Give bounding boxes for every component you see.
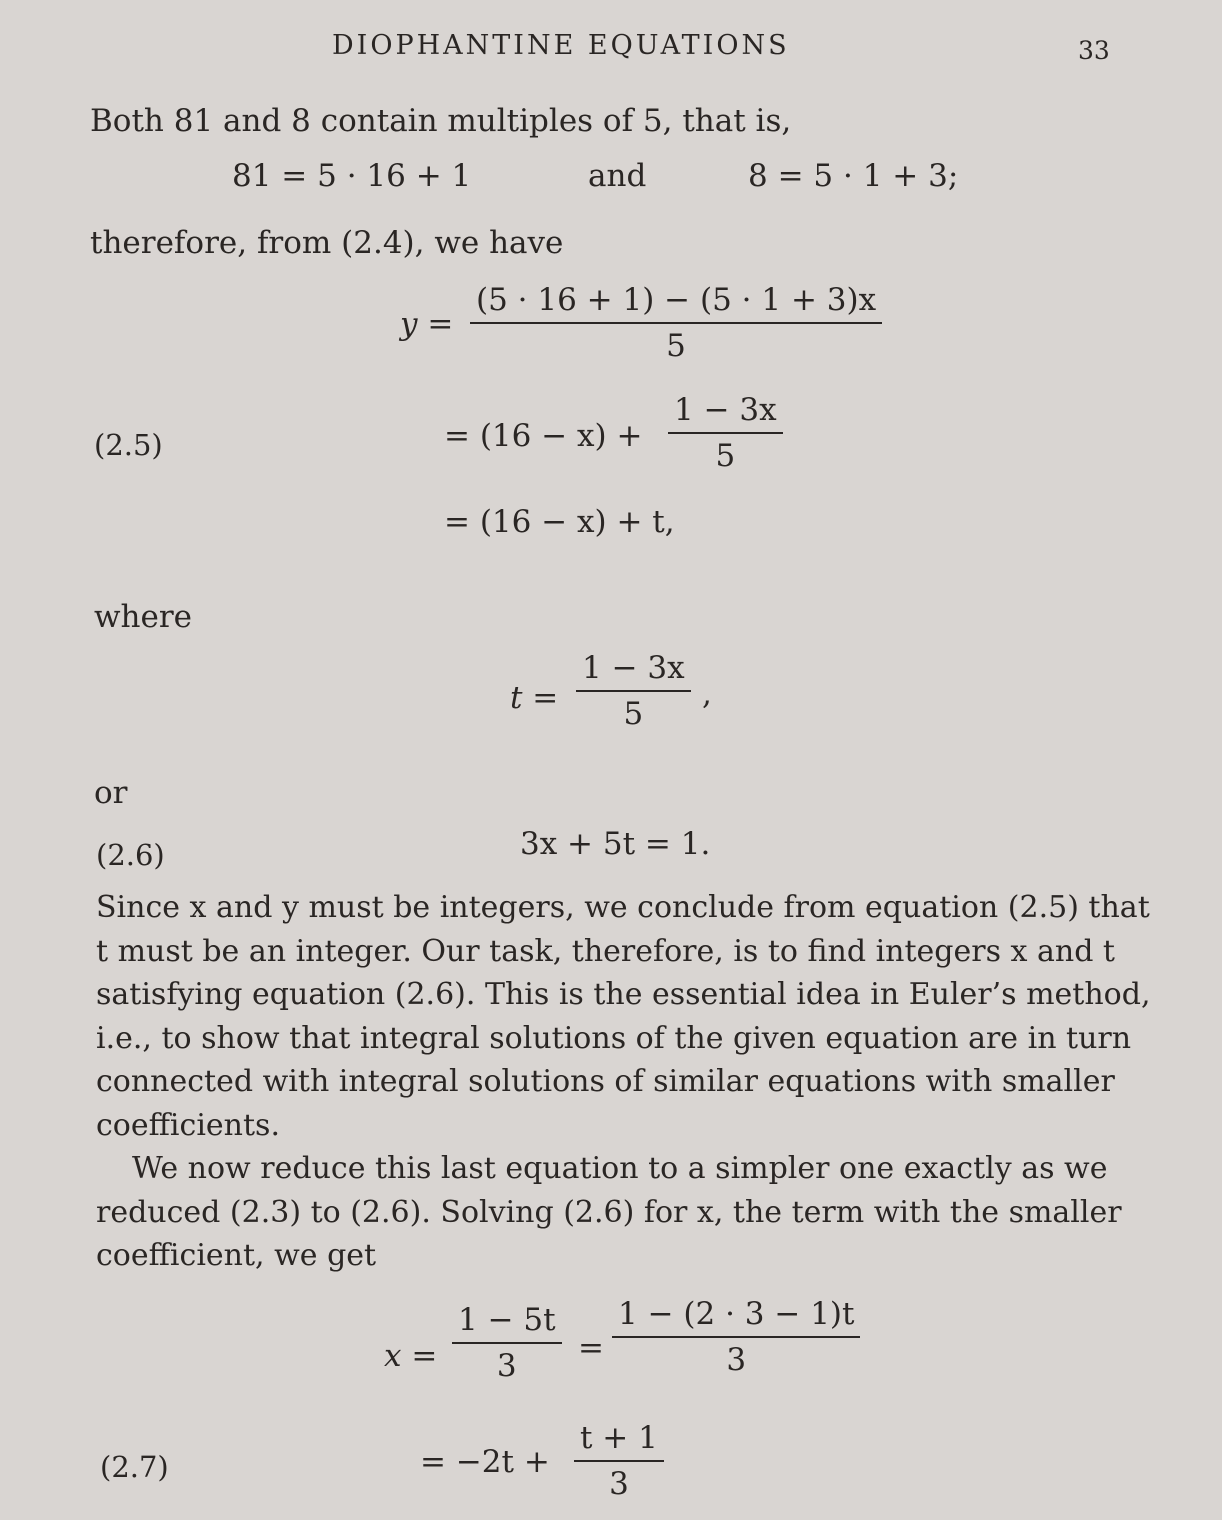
x-equals: =	[578, 1330, 604, 1366]
eq25-continued: = (16 − x) + t,	[444, 504, 675, 540]
x-numerator-1: 1 − 5t	[452, 1298, 562, 1344]
text-line: Both 81 and 8 contain multiples of 5, that is,	[90, 103, 792, 139]
equation-81: 81 = 5 · 16 + 1	[232, 158, 472, 194]
eq27-denominator: 3	[609, 1466, 629, 1502]
x-lhs: x =	[384, 1338, 438, 1374]
eq25-prefix: = (16 − x) +	[444, 418, 643, 454]
x-numerator-2: 1 − (2 · 3 − 1)t	[612, 1292, 860, 1338]
equation-label-2-7: (2.7)	[100, 1450, 169, 1484]
y-fraction	[470, 278, 882, 368]
x-denominator-2: 3	[726, 1342, 747, 1378]
eq27-fraction	[574, 1416, 664, 1506]
text-line: therefore, from (2.4), we have	[90, 225, 564, 261]
paragraph: We now reduce this last equation to a simpler one exactly as we reduced (2.3) to (2.6). Solving (2.6) for x, the term with the smaller coefficient, we get	[96, 1151, 1122, 1273]
x-fraction-2	[612, 1292, 860, 1382]
y-denominator: 5	[666, 328, 686, 364]
x-denominator-1: 3	[496, 1348, 517, 1384]
y-lhs: y =	[400, 306, 454, 342]
eq27-prefix: = −2t +	[420, 1444, 550, 1480]
page-number: 33	[1078, 36, 1110, 65]
body-text	[96, 886, 1156, 1278]
text-or: or	[94, 775, 128, 811]
y-numerator: (5 · 16 + 1) − (5 · 1 + 3)x	[470, 278, 882, 324]
eq25-numerator: 1 − 3x	[668, 388, 783, 434]
t-numerator: 1 − 3x	[576, 646, 691, 692]
x-fraction-1	[452, 1298, 562, 1388]
eq27-numerator: t + 1	[574, 1416, 664, 1462]
eq25-denominator: 5	[715, 438, 736, 474]
text-where: where	[94, 599, 193, 635]
equation-8: 8 = 5 · 1 + 3;	[748, 158, 959, 194]
paragraph: Since x and y must be integers, we conclude from equation (2.5) that t must be an integer. Our task, therefore, is to find integers x and t satisfying equation (2.6). This is the essential idea in Euler’s method, i.e., to show that integral solutions of the given equation are in turn connected with integral solutions of similar equations with smaller coefficients.	[96, 890, 1151, 1143]
running-header: DIOPHANTINE EQUATIONS	[332, 30, 790, 61]
t-fraction	[576, 646, 691, 736]
eq25-fraction	[668, 388, 783, 478]
equation-2-6: 3x + 5t = 1.	[520, 826, 711, 862]
connector-and: and	[588, 158, 647, 194]
t-lhs: t =	[510, 680, 559, 716]
equation-label-2-6: (2.6)	[96, 838, 165, 872]
t-comma: ,	[702, 676, 712, 712]
t-denominator: 5	[623, 696, 644, 732]
equation-label-2-5: (2.5)	[94, 428, 163, 462]
